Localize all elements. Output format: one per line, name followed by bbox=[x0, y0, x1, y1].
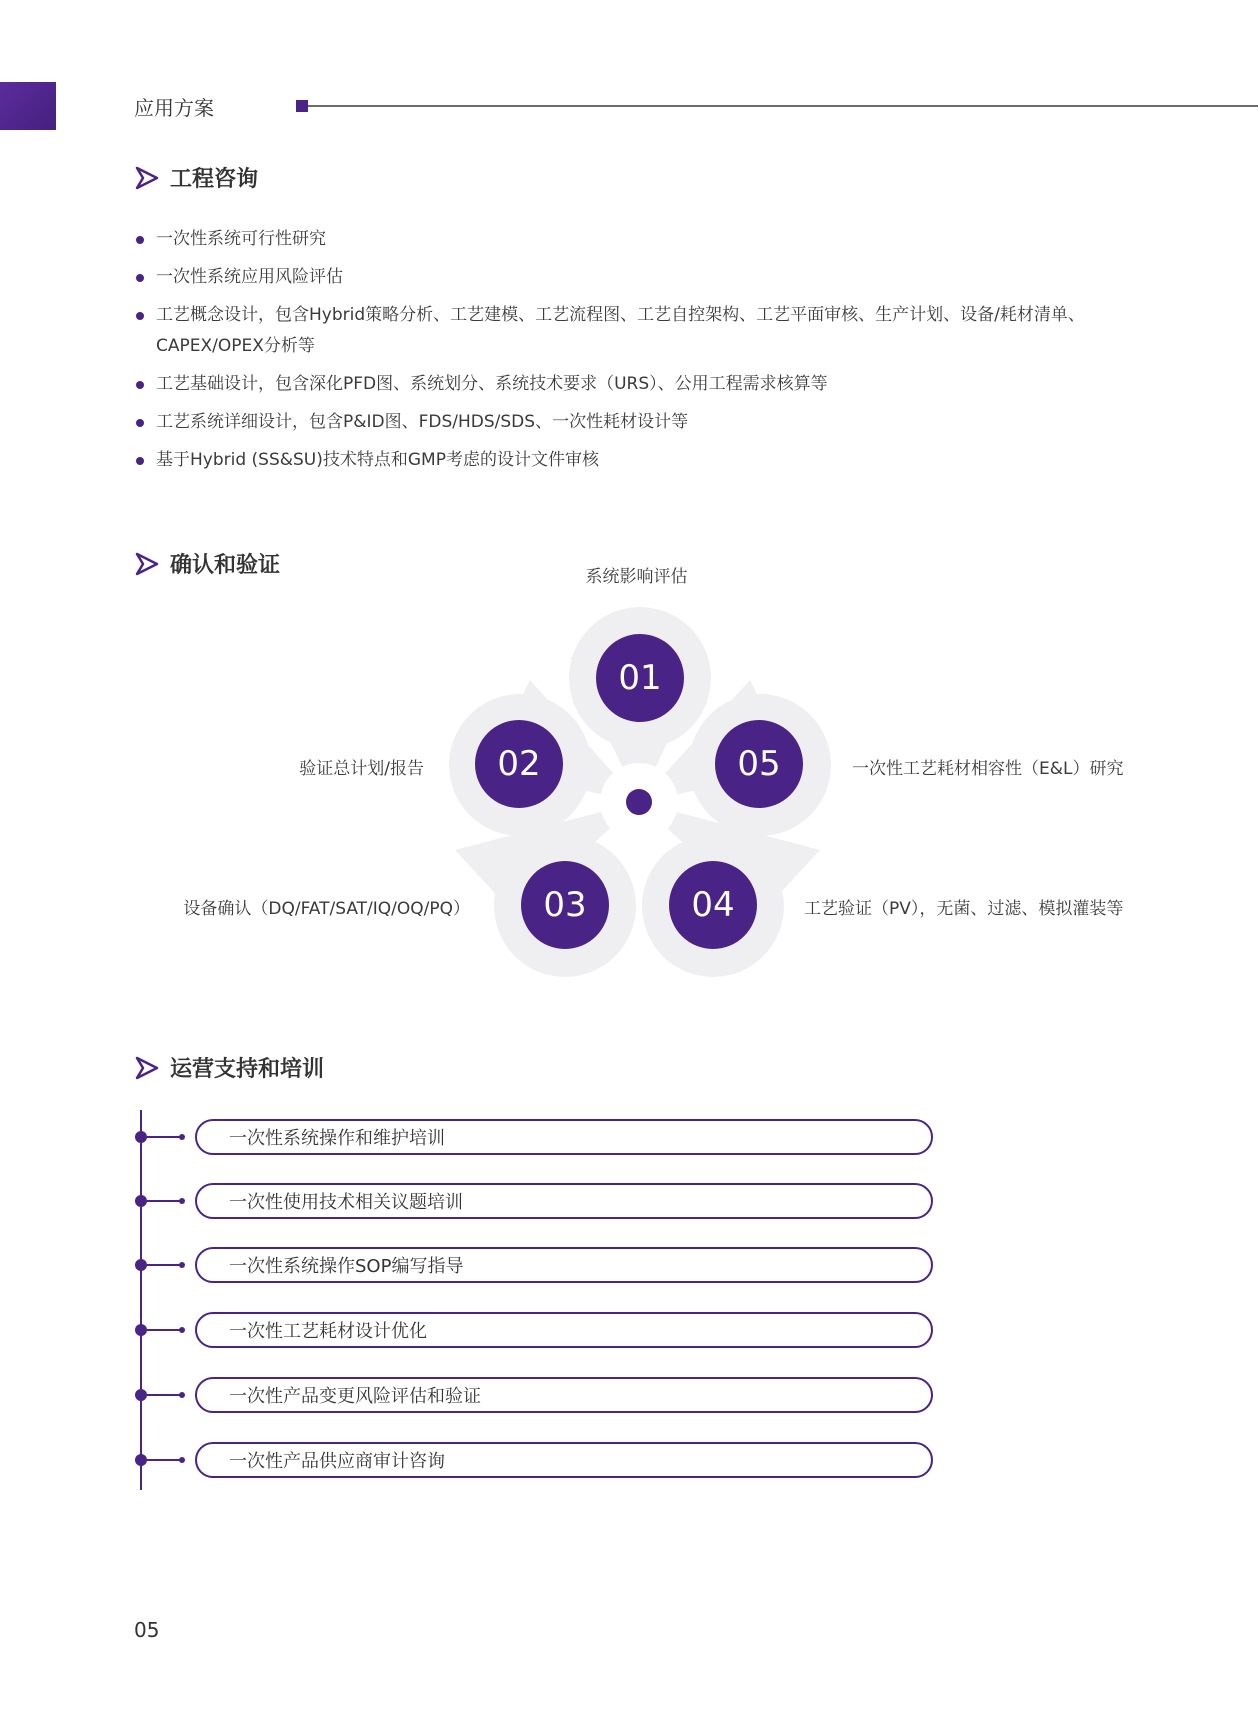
step-number-02: 02 bbox=[475, 720, 563, 808]
timeline-row bbox=[134, 1117, 933, 1157]
header-divider bbox=[308, 105, 1258, 107]
list-item: 工艺系统详细设计，包含P&ID图、FDS/HDS/SDS、一次性耗材设计等 bbox=[134, 407, 1164, 438]
timeline-connector bbox=[147, 1394, 181, 1396]
timeline-dot bbox=[135, 1131, 147, 1143]
timeline-item: 一次性系统操作SOP编写指导 bbox=[195, 1247, 933, 1283]
section-title-text: 确认和验证 bbox=[170, 553, 281, 578]
timeline-dot bbox=[135, 1195, 147, 1207]
list-item: 工艺基础设计，包含深化PFD图、系统划分、系统技术要求（URS）、公用工程需求核算等 bbox=[134, 369, 1164, 400]
step-label-04: 工艺验证（PV），无菌、过滤、模拟灌装等 bbox=[804, 899, 1124, 919]
timeline-connector-end bbox=[179, 1134, 185, 1140]
timeline-item: 一次性工艺耗材设计优化 bbox=[195, 1312, 933, 1348]
arrow-right-outline-icon bbox=[134, 1055, 160, 1081]
list-item: 一次性系统可行性研究 bbox=[134, 224, 1164, 255]
section-title-text: 工程咨询 bbox=[170, 167, 259, 192]
timeline-connector-end bbox=[179, 1198, 185, 1204]
timeline-row bbox=[134, 1440, 933, 1480]
timeline-row bbox=[134, 1181, 933, 1221]
engineering-list bbox=[134, 224, 1164, 483]
list-item: 工艺概念设计，包含Hybrid策略分析、工艺建模、工艺流程图、工艺自控架构、工艺平面审核、生产计划、设备/耗材清单、CAPEX/OPEX分析等 bbox=[134, 300, 1164, 362]
flower-center-dot bbox=[626, 789, 652, 815]
step-number-05: 05 bbox=[715, 720, 803, 808]
section-title-text: 运营支持和培训 bbox=[170, 1057, 325, 1082]
step-label-01: 系统影响评估 bbox=[585, 567, 688, 587]
timeline-dot bbox=[135, 1454, 147, 1466]
timeline-item: 一次性产品变更风险评估和验证 bbox=[195, 1377, 933, 1413]
timeline-connector bbox=[147, 1329, 181, 1331]
timeline-dot bbox=[135, 1389, 147, 1401]
step-label-03: 设备确认（DQ/FAT/SAT/IQ/OQ/PQ） bbox=[183, 899, 470, 919]
timeline-vertical-line bbox=[140, 1110, 142, 1490]
timeline-connector-end bbox=[179, 1392, 185, 1398]
page-header-title: 应用方案 bbox=[134, 96, 214, 120]
timeline-connector-end bbox=[179, 1327, 185, 1333]
timeline-row bbox=[134, 1245, 933, 1285]
timeline-item: 一次性使用技术相关议题培训 bbox=[195, 1183, 933, 1219]
timeline-dot bbox=[135, 1259, 147, 1271]
timeline-connector bbox=[147, 1136, 181, 1138]
timeline-connector bbox=[147, 1264, 181, 1266]
step-number-04: 04 bbox=[669, 861, 757, 949]
timeline-row bbox=[134, 1310, 933, 1350]
section-title-operations bbox=[134, 1052, 324, 1083]
corner-accent-block bbox=[0, 82, 56, 130]
timeline-dot bbox=[135, 1324, 147, 1336]
timeline-connector-end bbox=[179, 1262, 185, 1268]
section-title-engineering bbox=[134, 162, 258, 193]
timeline-item: 一次性产品供应商审计咨询 bbox=[195, 1442, 933, 1478]
step-label-05: 一次性工艺耗材相容性（E&L）研究 bbox=[852, 759, 1124, 779]
timeline-item: 一次性系统操作和维护培训 bbox=[195, 1119, 933, 1155]
step-number-01: 01 bbox=[596, 634, 684, 722]
list-item: 基于Hybrid (SS&SU)技术特点和GMP考虑的设计文件审核 bbox=[134, 445, 1164, 476]
list-item: 一次性系统应用风险评估 bbox=[134, 262, 1164, 293]
page-number: 05 bbox=[134, 1618, 160, 1642]
timeline-row bbox=[134, 1375, 933, 1415]
validation-flower-diagram bbox=[440, 600, 840, 980]
step-number-03: 03 bbox=[521, 861, 609, 949]
timeline-connector-end bbox=[179, 1457, 185, 1463]
header-square-marker bbox=[296, 100, 308, 112]
arrow-right-outline-icon bbox=[134, 165, 160, 191]
timeline-connector bbox=[147, 1200, 181, 1202]
timeline-connector bbox=[147, 1459, 181, 1461]
step-label-02: 验证总计划/报告 bbox=[299, 759, 424, 779]
